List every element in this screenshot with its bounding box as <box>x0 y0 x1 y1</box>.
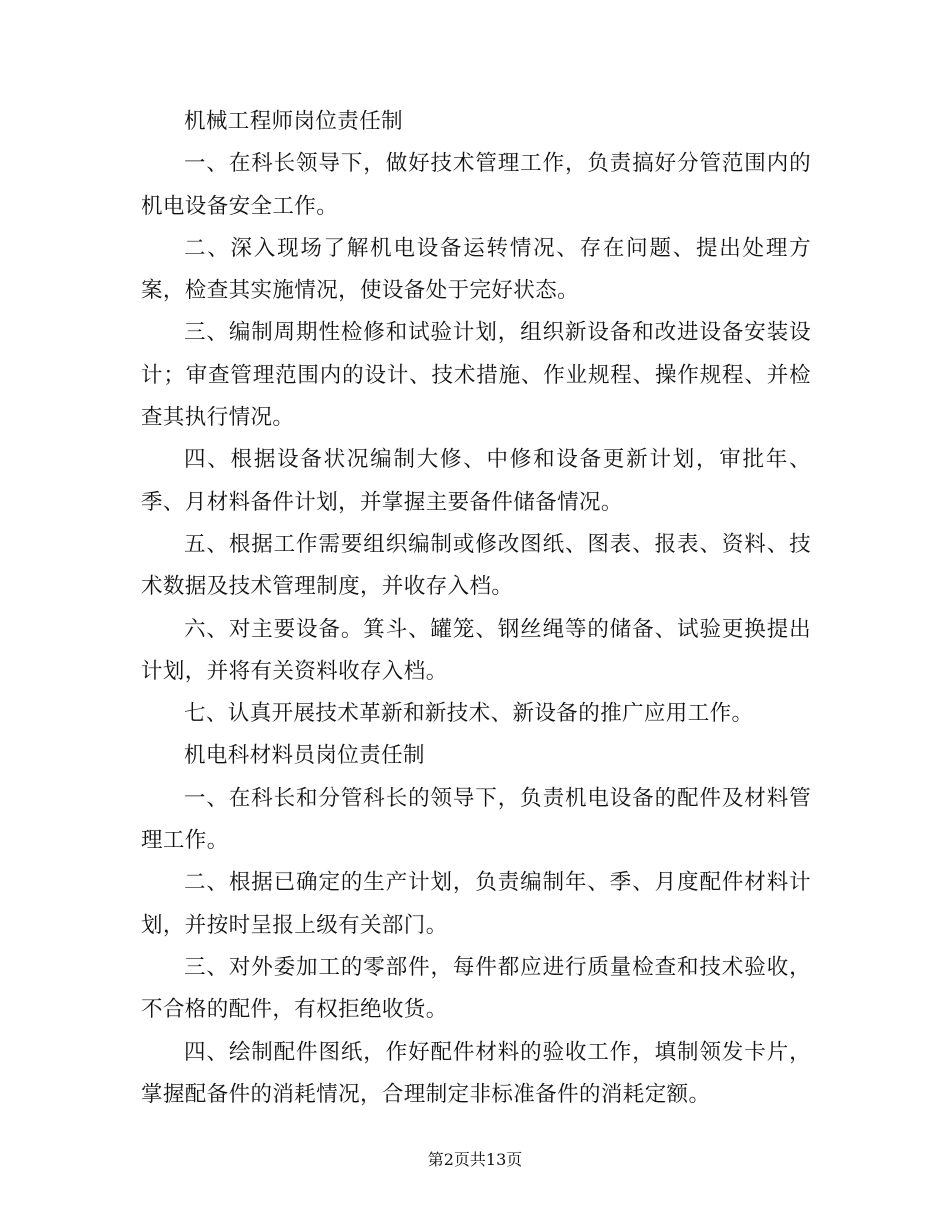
section-title: 机电科材料员岗位责任制 <box>184 743 425 769</box>
paragraph: 二、深入现场了解机电设备运转情况、存在问题、提出处理方案，检查其实施情况，使设备处于完好状态。 <box>141 235 811 304</box>
paragraph: 四、根据设备状况编制大修、中修和设备更新计划，审批年、季、月材料备件计划，并掌握主要备件储备情况。 <box>141 447 811 515</box>
section-title: 机械工程师岗位责任制 <box>184 109 404 134</box>
paragraph: 三、编制周期性检修和试验计划，组织新设备和改进设备安装设计；审查管理范围内的设计、技术措施、作业规程、操作规程、并检查其执行情况。 <box>141 320 811 431</box>
paragraph: 四、绘制配件图纸，作好配件材料的验收工作，填制领发卡片，掌握配备件的消耗情况，合理制定非标准备件的消耗定额。 <box>141 1039 811 1107</box>
paragraph: 二、根据已确定的生产计划，负责编制年、季、月度配件材料计划，并按时呈报上级有关部门。 <box>141 870 811 938</box>
paragraph: 六、对主要设备。箕斗、罐笼、钢丝绳等的储备、试验更换提出计划，并将有关资料收存入档。 <box>141 616 811 684</box>
page-number-footer: 第2页共13页 <box>427 1150 523 1169</box>
document-body <box>141 101 811 1116</box>
paragraph: 五、根据工作需要组织编制或修改图纸、图表、报表、资料、技术数据及技术管理制度，并收存入档。 <box>141 531 811 600</box>
paragraph: 一、在科长领导下，做好技术管理工作，负责搞好分管范围内的机电设备安全工作。 <box>141 151 811 219</box>
paragraph: 七、认真开展技术革新和新技术、新设备的推广应用工作。 <box>184 701 754 727</box>
paragraph: 三、对外委加工的零部件，每件都应进行质量检查和技术验收，不合格的配件，有权拒绝收货。 <box>141 954 811 1023</box>
paragraph: 一、在科长和分管科长的领导下，负责机电设备的配件及材料管理工作。 <box>141 785 811 854</box>
